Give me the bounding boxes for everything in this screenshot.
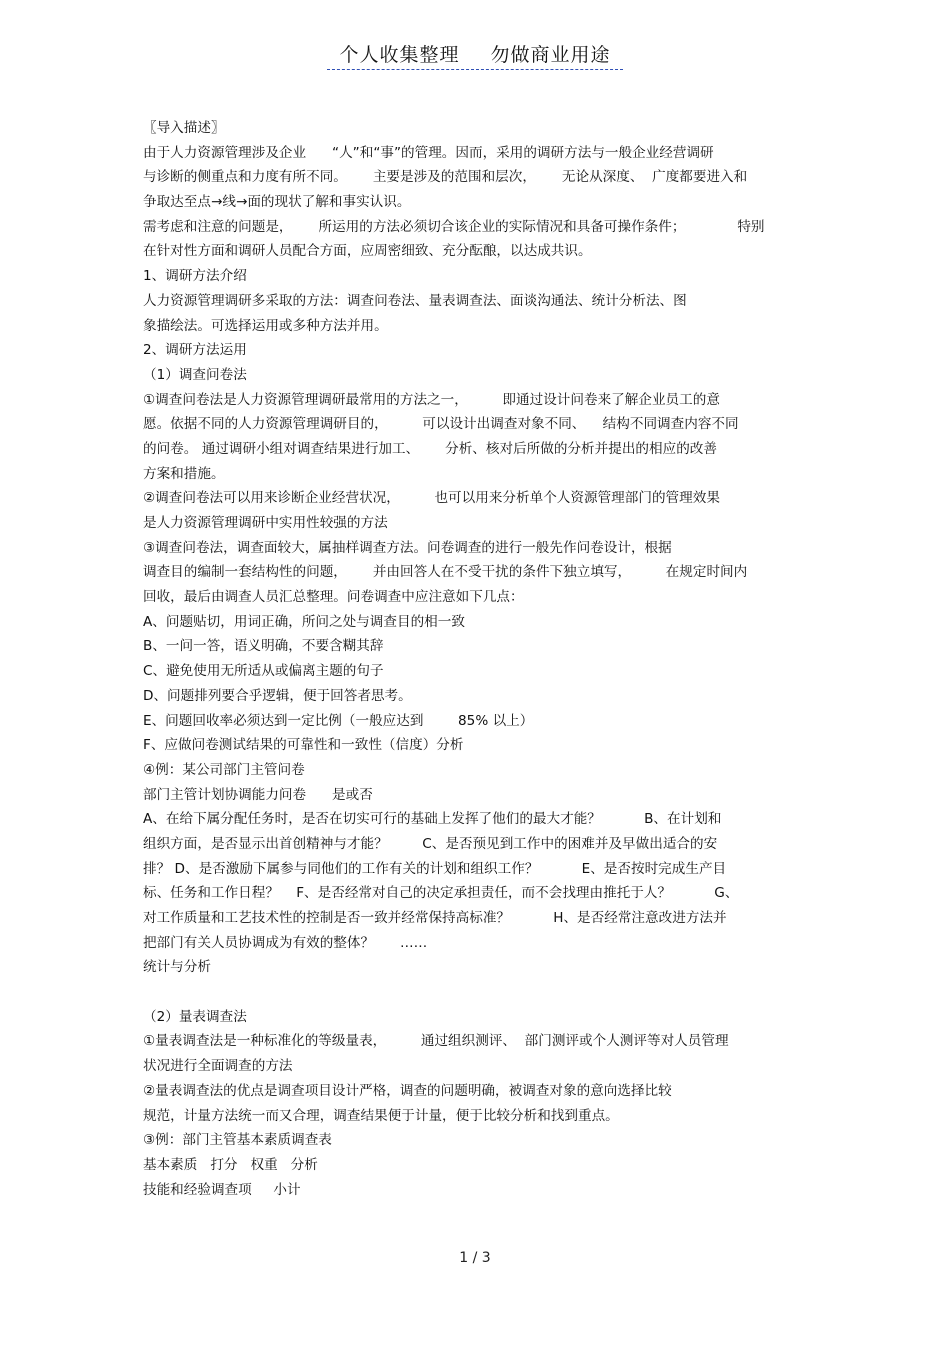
text-line: ③调查问卷法，调查面较大，属抽样调查方法。问卷调查的进行一般先作问卷设计，根据 [143,539,672,556]
text-line: E、问题回收率必须达到一定比例（一般应达到 85% 以上） [143,712,534,729]
text-line: 是人力资源管理调研中实用性较强的方法 [143,515,388,531]
text-line: 排？ D、是否激励下属参与同他们的工作有关的计划和组织工作？ E、是否按时完成生产目 [143,860,727,877]
text-line: ④例：某公司部门主管问卷 [143,761,305,778]
text-line: 把部门有关人员协调成为有效的整体？ …… [143,934,428,951]
text-line: ①量表调查法是一种标准化的等级量表， 通过组织测评、 部门测评或个人测评等对人员管理 [143,1033,729,1050]
text-line: ③例：部门主管基本素质调查表 [143,1132,332,1149]
text-line: D、问题排列要合乎逻辑，便于回答者思考。 [143,687,412,704]
header-watermark [327,40,622,70]
text-line: B、一问一答，语义明确，不要含糊其辞 [143,638,384,655]
text-line: 标、任务和工作日程？ F、是否经常对自己的决定承担责任，而不会找理由推托于人？ G、 [143,885,739,902]
text-line: 在针对性方面和调研人员配合方面，应周密细致、充分酝酿，以达成共识。 [143,243,592,260]
text-line: 方案和措施。 [143,465,225,482]
text-line: 回收，最后由调查人员汇总整理。问卷调查中应注意如下几点： [143,589,524,606]
text-line: 基本素质 打分 权重 分析 [143,1156,318,1173]
text-line: 2、调研方法运用 [143,342,247,359]
text-line: 对工作质量和工艺技术性的控制是否一致并经常保持高标准？ H、是否经常注意改进方法并 [143,910,727,926]
text-line: F、应做问卷测试结果的可靠性和一致性（信度）分析 [143,737,464,754]
text-line: （1）调查问卷法 [143,366,247,383]
text-line [143,980,808,1005]
text-line: C、避免使用无所适从或偏离主题的句子 [143,663,384,680]
text-line: 争取达至点→线→面的现状了解和事实认识。 [143,194,411,211]
text-line: 状况进行全面调查的方法 [143,1058,293,1075]
text-line: 1、调研方法介绍 [143,268,247,285]
text-line: 〖导入描述〗 [143,120,225,136]
text-line: 调查目的编制一套结构性的问题， 并由回答人在不受干扰的条件下独立填写， 在规定时间内 [143,564,748,581]
text-line: 统计与分析 [143,959,211,976]
text-line: ②调查问卷法可以用来诊断企业经营状况， 也可以用来分析单个人资源管理部门的管理效果 [143,490,720,507]
text-line: 人力资源管理调研多采取的方法：调查问卷法、量表调查法、面谈沟通法、统计分析法、图 [143,292,687,309]
text-line: 技能和经验调查项 小计 [143,1181,301,1198]
text-line: 的问卷。 通过调研小组对调查结果进行加工、 分析、核对后所做的分析并提出的相应的改善 [143,440,717,457]
text-line: （2）量表调查法 [143,1008,247,1025]
text-line: 象描绘法。可选择运用或多种方法并用。 [143,317,388,334]
header-left-text: 个人收集整理 [339,44,460,66]
text-line: 愿。依据不同的人力资源管理调研目的， 可以设计出调查对象不同、 结构不同调查内容不同 [143,416,739,433]
page-header [0,40,950,70]
text-line: 由于人力资源管理涉及企业 “人”和“事”的管理。因而，采用的调研方法与一般企业经营调研 [143,144,714,161]
document-body [143,116,808,1202]
text-line: 部门主管计划协调能力问卷 是或否 [143,786,373,803]
text-line: ②量表调查法的优点是调查项目设计严格，调查的问题明确，被调查对象的意向选择比较 [143,1082,672,1099]
text-line: 与诊断的侧重点和力度有所不同。 主要是涉及的范围和层次， 无论从深度、 广度都要进入和 [143,169,748,186]
text-line: 组织方面，是否显示出首创精神与才能？ C、是否预见到工作中的困难并及早做出适合的安 [143,835,718,852]
page-number: 1 / 3 [459,1250,491,1266]
text-line: ①调查问卷法是人力资源管理调研最常用的方法之一， 即通过设计问卷来了解企业员工的意 [143,391,720,408]
text-line: A、问题贴切，用词正确，所问之处与调查目的相一致 [143,613,465,630]
text-line: 规范，计量方法统一而又合理，调查结果便于计量，便于比较分析和找到重点。 [143,1107,619,1124]
text-line: A、在给下属分配任务时，是否在切实可行的基础上发挥了他们的最大才能？ B、在计划和 [143,811,722,828]
header-right-text: 勿做商业用途 [490,44,611,66]
text-line: 需考虑和注意的问题是， 所运用的方法必须切合该企业的实际情况和具备可操作条件； 特别 [143,218,765,235]
